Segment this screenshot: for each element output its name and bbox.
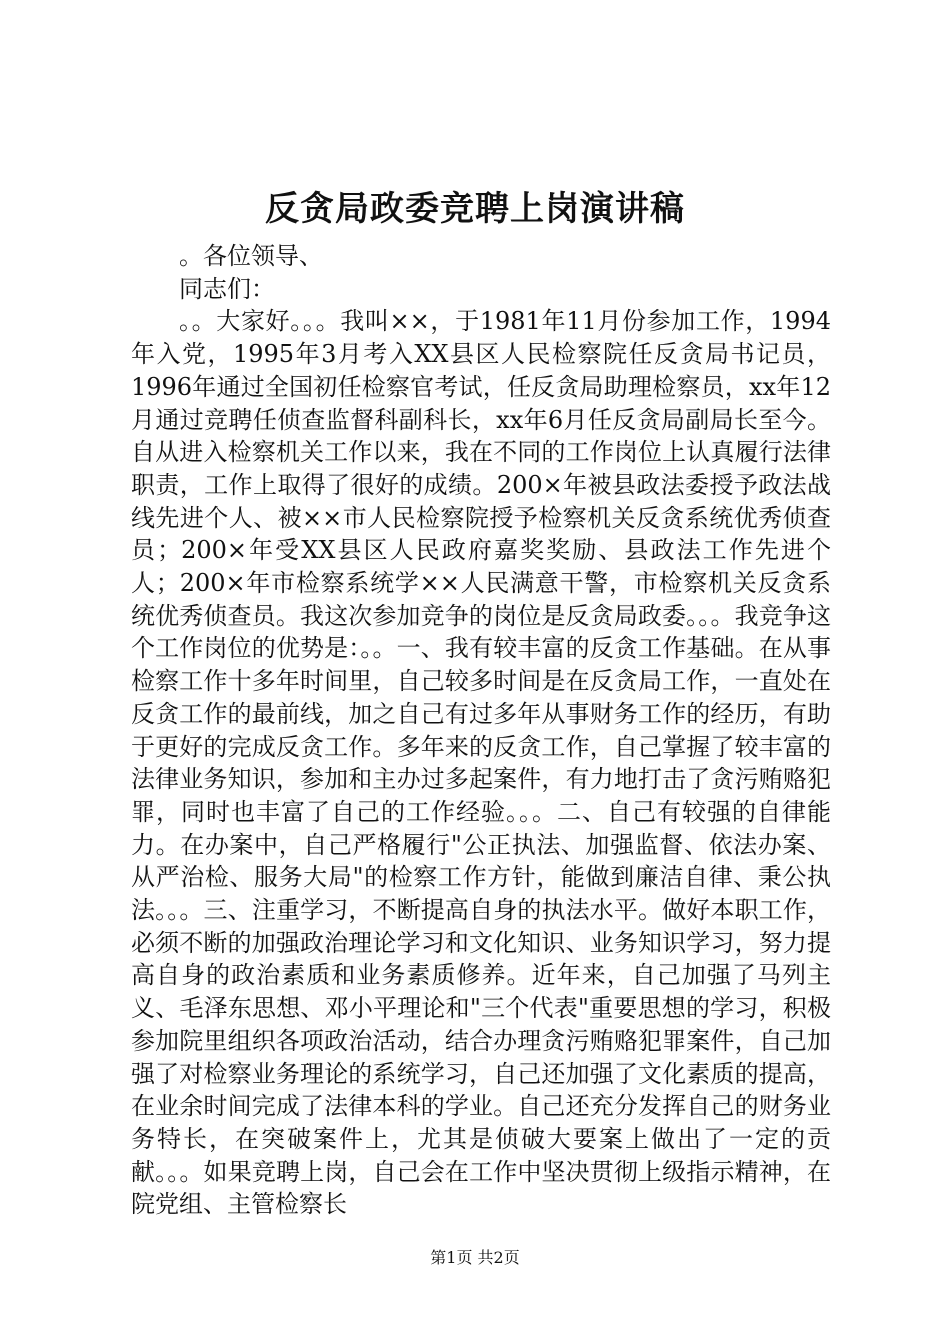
document-body	[131, 240, 831, 1221]
document-title: 反贪局政委竞聘上岗演讲稿	[265, 189, 685, 229]
page-number-footer: 第1页 共2页	[430, 1248, 520, 1267]
greeting-line-1: 。各位领导、	[179, 242, 323, 270]
speech-paragraph: 。。大家好。。。我叫××，于1981年11月份参加工作，1994年入党，1995年3月考入XX县区人民检察院任反贪局书记员，1996年通过全国初任检察官考试，任反贪局助理检察员，xx年12月通过竞聘任侦查监督科副科长，xx年6月任反贪局副局长至今。自从进入检察机关工作以来，我在不同的工作岗位上认真履行法律职责，工作上取得了很好的成绩。200×年被县政法委授予政法战线先进个人、被××市人民检察院授予检察机关反贪系统优秀侦查员；200×年受XX县区人民政府嘉奖奖励、县政法工作先进个人；200×年市检察系统学××人民满意干警，市检察机关反贪系统优秀侦查员。我这次参加竞争的岗位是反贪局政委。。。我竞争这个工作岗位的优势是：。。一、我有较丰富的反贪工作基础。在从事检察工作十多年时间里，自己较多时间是在反贪局工作，一直处在反贪工作的最前线，加之自己有过多年从事财务工作的经历，有助于更好的完成反贪工作。多年来的反贪工作，自己掌握了较丰富的法律业务知识，参加和主办过多起案件，有力地打击了贪污贿赂犯罪，同时也丰富了自己的工作经验。。。二、自己有较强的自律能力。在办案中，自己严格履行"公正执法、加强监督、依法办案、从严治检、服务大局"的检察工作方针，能做到廉洁自律、秉公执法。。。三、注重学习，不断提高自身的执法水平。做好本职工作，必须不断的加强政治理论学习和文化知识、业务知识学习，努力提高自身的政治素质和业务素质修养。近年来，自己加强了马列主义、毛泽东思想、邓小平理论和"三个代表"重要思想的学习，积极参加院里组织各项政治活动，结合办理贪污贿赂犯罪案件，自己加强了对检察业务理论的系统学习，自己还加强了文化素质的提高，在业余时间完成了法律本科的学业。自己还充分发挥自己的财务业务特长，在突破案件上，尤其是侦破大要案上做出了一定的贡献。。。如果竞聘上岗，自己会在工作中坚决贯彻上级指示精神，在院党组、主管检察长	[131, 307, 831, 1219]
greeting-line-2: 同志们：	[179, 274, 275, 303]
